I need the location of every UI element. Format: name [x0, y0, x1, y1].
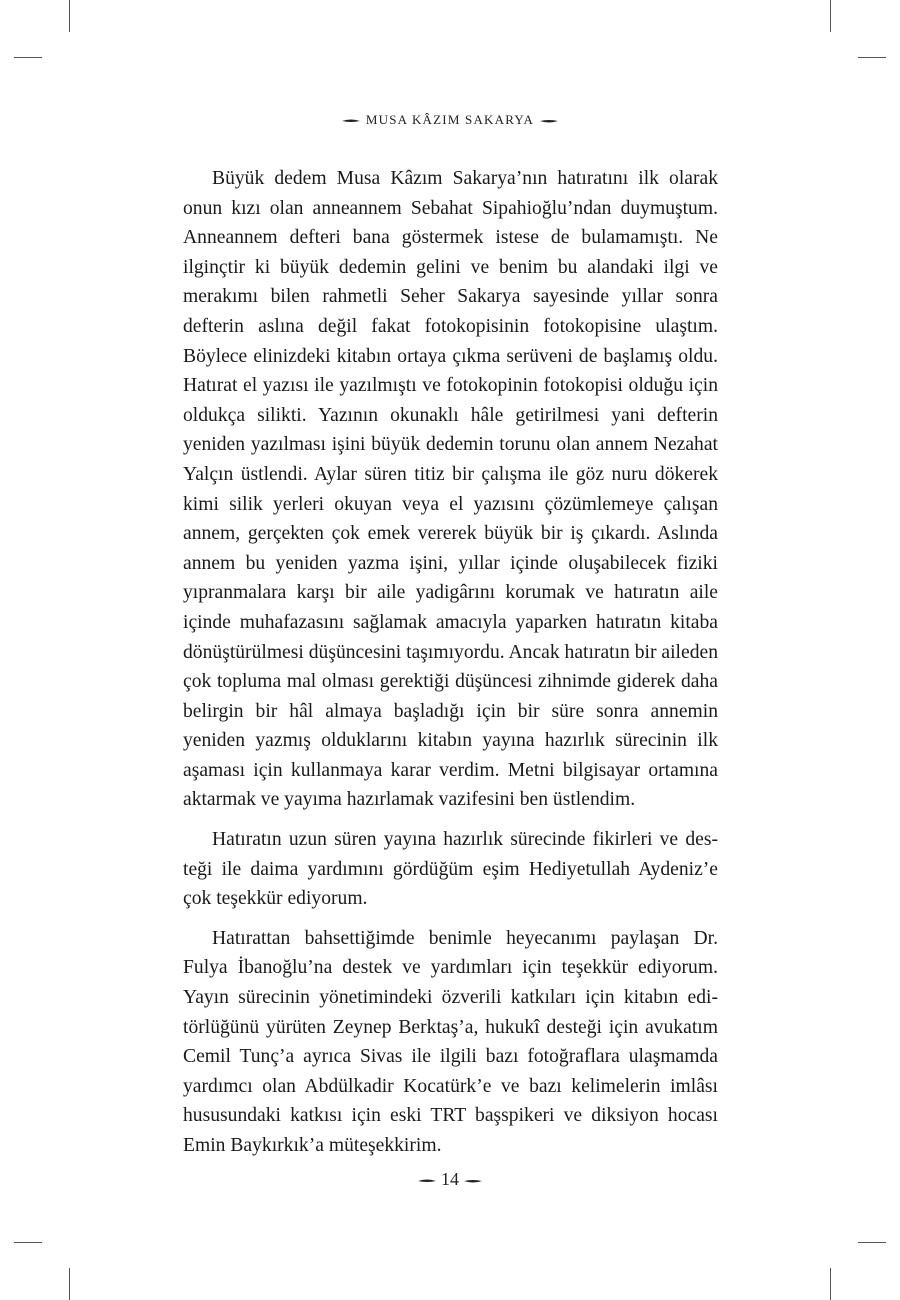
ornament-dash-icon	[342, 118, 360, 124]
paragraph: Büyük dedem Musa Kâzım Sakarya’nın hatıratını ilk olarak onun kızı olan anneannem Sebahat Sipahioğlu’ndan duymuştum. Anneannem defteri bana göstermek istese de bulamamıştı. Ne ilginçtir ki büyük dedemin gelini ve benim bu alandaki ilgi ve merakımı bilen rahmetli Seher Sakarya sayesinde yıllar sonra defterin aslına değil fakat fotokopisinin fotokopisine ulaştım. Böylece elinizdeki kitabın ortaya çıkma serüveni de başlamış oldu. Hatırat el yazısı ile yazılmıştı ve fotokopinin fotokopisi olduğu için oldukça silikti. Yazının okunaklı hâle getirilmesi yani defterin yeniden yazılması işini büyük dedemin torunu olan annem Nezahat Yalçın üstlendi. Aylar süren titiz bir çalışma ile göz nuru dökerek kimi silik yerleri okuyan veya el yazısını çözümlemeye çalışan annem, gerçekten çok emek vererek büyük bir iş çıkardı. Aslında annem bu yeniden yazma işini, yıllar içinde oluşabilecek fiziki yıpranmalara karşı bir aile yadigârını korumak ve hatıratın aile içinde muhafazasını sağlamak amacıyla yaparken hatıratın kitaba dönüştürülmesi düşüncesini taşımıyordu. Ancak hatıratın bir aileden çok topluma mal olması gerektiği düşüncesi zihnimde giderek daha belirgin bir hâl almaya başladığı için bir süre sonra annemin yeniden yazmış olduklarını kitabın yayına hazırlık sürecinin ilk aşaması için kullanmaya karar verdim. Metni bilgisayar ortamına aktarmak ve yayıma hazırlamak vazifesini ben üstlendim.	[183, 168, 718, 811]
crop-mark	[14, 1242, 42, 1243]
body-text	[183, 164, 718, 1171]
crop-mark	[858, 57, 886, 58]
crop-mark	[69, 0, 70, 32]
running-head	[0, 112, 900, 128]
crop-mark	[858, 1242, 886, 1243]
crop-mark	[830, 0, 831, 32]
crop-mark	[830, 1268, 831, 1300]
paragraph: Hatırattan bahsettiğimde benimle heyecanımı paylaşan Dr. Fulya İbanoğlu’na destek ve yardımları için teşekkür ediyorum. Yayın sürecinin yönetimindeki özverili katkıları için kitabın editörlüğünü yürüten Zeynep Berktaş’a, hukukî desteği için avukatım Cemil Tunç’a ayrıca Sivas ile ilgili bazı fotoğraflara ulaşmamda yardımcı olan Abdülkadir Kocatürk’e ve bazı kelimelerin imlâsı hususundaki katkısı için eski TRT başspikeri ve diksiyon hocası Emin Baykırkık’a müteşekkirim.	[183, 927, 718, 1156]
paragraph: Hatıratın uzun süren yayına hazırlık sürecinde fikirleri ve desteği ile daima yardımını gördüğüm eşim Hediyetullah Aydeniz’e çok teşekkür ediyorum.	[183, 829, 718, 910]
running-title: MUSA KÂZIM SAKARYA	[365, 112, 535, 127]
page-number	[0, 1169, 900, 1190]
page-number-value: 14	[441, 1169, 459, 1189]
ornament-dash-icon	[464, 1178, 482, 1184]
ornament-dash-icon	[540, 118, 558, 124]
crop-mark	[14, 57, 42, 58]
ornament-dash-icon	[418, 1178, 436, 1184]
crop-mark	[69, 1268, 70, 1300]
